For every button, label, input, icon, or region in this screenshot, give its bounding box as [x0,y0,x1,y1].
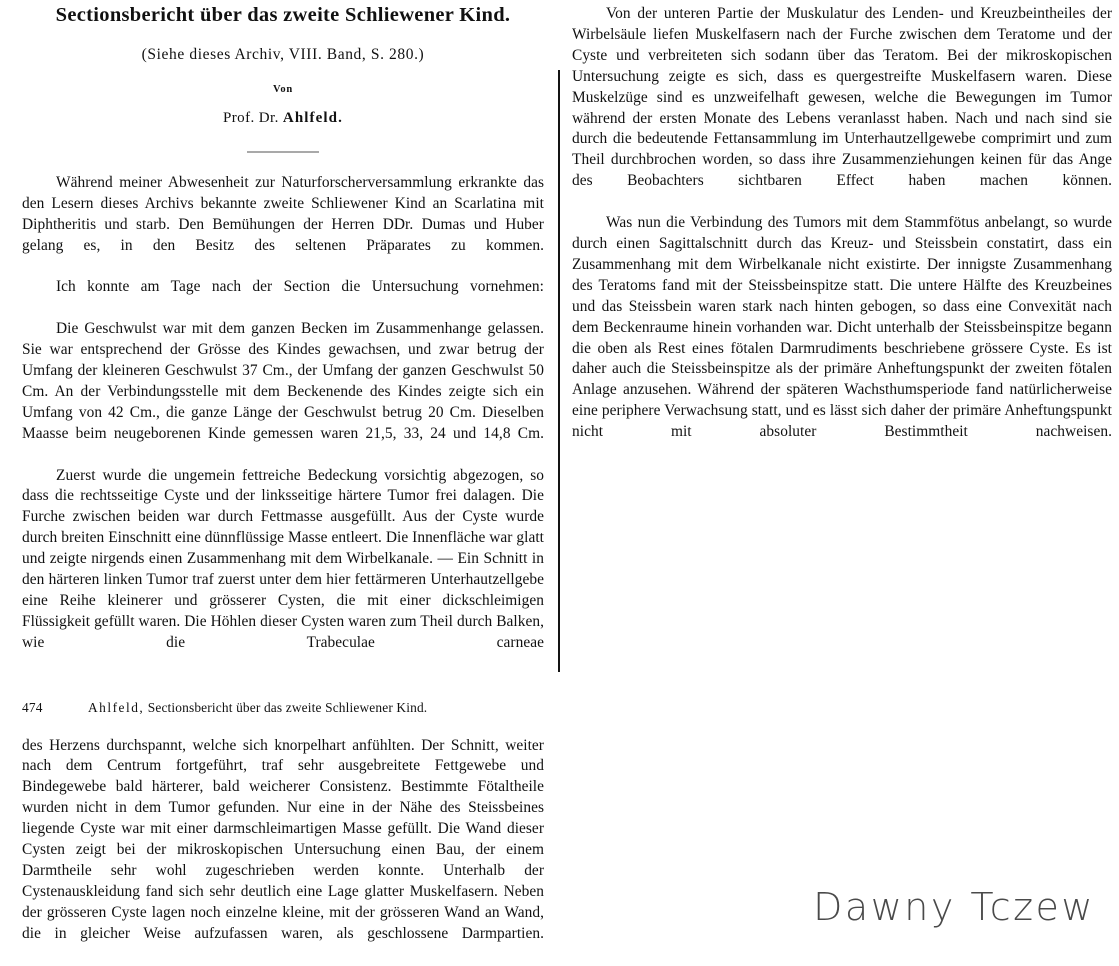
column-divider-rule [558,70,560,672]
right-column [572,4,1112,464]
left-column-body [22,173,544,675]
paragraph: Was nun die Verbindung des Tumors mit dem Stammfötus anbelangt, so wurde durch einen Sagittalschnitt durch das Kreuz- und Steissbein constatirt, dass ein Zusammenhang mit dem Wirbelkanale nicht existirte. Der innigste Zusammenhang des Teratoms fand mit der Steissbeinspitze statt. Die untere Hälfte des Kreuzbeines und das Steissbein waren stark nach hinten gebogen, so dass eine Convexität nach dem Beckenraume hinein vorhanden war. Dicht unterhalb der Steissbeinspitze begann die oben als Rest eines fötalen Darmrudiments beschriebene grössere Cyste. Es ist daher auch die Steissbeinspitze als der primäre Anheftungspunkt der zweiten fötalen Anlage anzusehen. Während der späteren Wachsthumsperiode fand natürlicherweise eine periphere Verwachsung statt, und es lässt sich daher der primäre Anheftungspunkt nicht mit absoluter Bestimmtheit nachweisen. [572,214,1112,441]
running-head-title: Sectionsbericht über das zweite Schliewener Kind. [147,699,428,715]
after-break-body [22,736,544,966]
author-name: Ahlfeld. [282,109,343,126]
running-head [88,700,427,716]
title-ornament-rule [247,151,319,153]
paragraph: Während meiner Abwesenheit zur Naturforscherversammlung erkrankte das den Lesern dieses Archivs bekannte zweite Schliewener Kind an Scarlatina mit Diphtheritis und starb. Den Bemühungen der Herren DDr. Dumas und Huber gelang es, in den Besitz des seltenen Präparates zu kommen. [22,173,544,254]
right-column-body [572,4,1112,464]
title-crossreference: (Siehe dieses Archiv, VIII. Band, S. 280.) [141,45,425,63]
byline-prefix: Von [272,83,294,95]
page-title: Sectionsbericht über das zweite Schliewener Kind. [55,4,511,26]
paragraph: des Herzens durchspannt, welche sich knorpelhart anfühlten. Der Schnitt, weiter nach dem Centrum fortgeführt, traf sehr ausgebreitete Fettgewebe und Bindegewebe bald härterer, bald weicherer Consistenz. Bestimmte Fötaltheile wurden nicht in dem Tumor gefunden. Nur eine in der Nähe des Steissbeines liegende Cyste war mit einer darmschleimartigen Masse gefüllt. Die Wand dieser Cysten zeigt bei der mikroskopischen Untersuchung einen Bau, der einem Darmtheile sehr wohl zugeschrieben werden konnte. Unterhalb der Cystenauskleidung fand sich sehr deutlich eine Lage glatter Muskelfasern. Neben der grösseren Cyste lagen noch einzelne kleine, mit der grösseren Wand an Wand, die in gleicher Weise aufzufassen waren, als geschlossene Darmpartien. [22,736,544,942]
paragraph: Die Geschwulst war mit dem ganzen Becken im Zusammenhange gelassen. Sie war entsprechend der Grösse des Kindes gewachsen, und zwar betrug der Umfang der kleineren Geschwulst 37 Cm., der Umfang der ganzen Geschwulst 50 Cm. An der Verbindungsstelle mit dem Beckenende des Kindes zeigte sich ein Umfang von 42 Cm., die ganze Länge der Geschwulst betrug 20 Cm. Dieselben Maasse beim neugeborenen Kinde gemessen waren 21,5, 33, 24 und 14,8 Cm. [22,320,544,442]
page-number: 474 [22,699,43,715]
author-title: Prof. Dr. [223,109,279,126]
running-head-author: Ahlfeld, [88,699,145,715]
byline-author [22,110,544,127]
paragraph: Von der unteren Partie der Muskulatur des Lenden- und Kreuzbeintheiles der Wirbelsäule liefen Muskelfasern nach der Furche zwischen dem Teratome und der Cyste und verbreiteten sich sodann über das Teratom. Bei der mikroskopischen Untersuchung zeigte es sich, dass es quergestreifte Muskelfasern waren. Diese Muskelzüge sind es unzweifelhaft gewesen, welche die Bewegungen im Tumor während der ersten Monate des Lebens veranlasst haben. Nach und nach sind sie durch die bedeutende Fettansammlung im Unterhautzellgewebe comprimirt und zum Theil durchbrochen worden, so dass ihre Zusammenziehungen keinen für das Ange des Beobachters sichtbaren Effect haben machen können. [572,5,1112,190]
paragraph: Ich konnte am Tage nach der Section die Untersuchung vornehmen: [56,278,544,296]
paragraph: Zuerst wurde die ungemein fettreiche Bedeckung vorsichtig abgezogen, so dass die rechtsseitige Cyste und der linksseitige härtere Tumor frei dalagen. Die Furche zwischen beiden war durch Fettmasse ausgefüllt. Aus der Cyste wurde durch breiten Einschnitt eine dünnflüssige Masse entleert. Die Innenfläche war glatt und zeigte nirgends einen Zusammenhang mit dem Wirbelkanale. — Ein Schnitt in den härteren linken Tumor traf zuerst unter dem hier fettärmeren Unterhautzellgebe eine Reihe kleinerer und grösserer Cysten, die mit einer dickschleimigen Flüssigkeit gefüllt waren. Die Höhlen dieser Cysten waren zum Theil durch Balken, wie die Trabeculae carneae [22,466,544,651]
left-column [22,0,544,966]
watermark-dawny-tczew: Dawny Tczew [813,885,1095,929]
page-break-running-head [22,700,544,716]
title-block [22,0,544,153]
